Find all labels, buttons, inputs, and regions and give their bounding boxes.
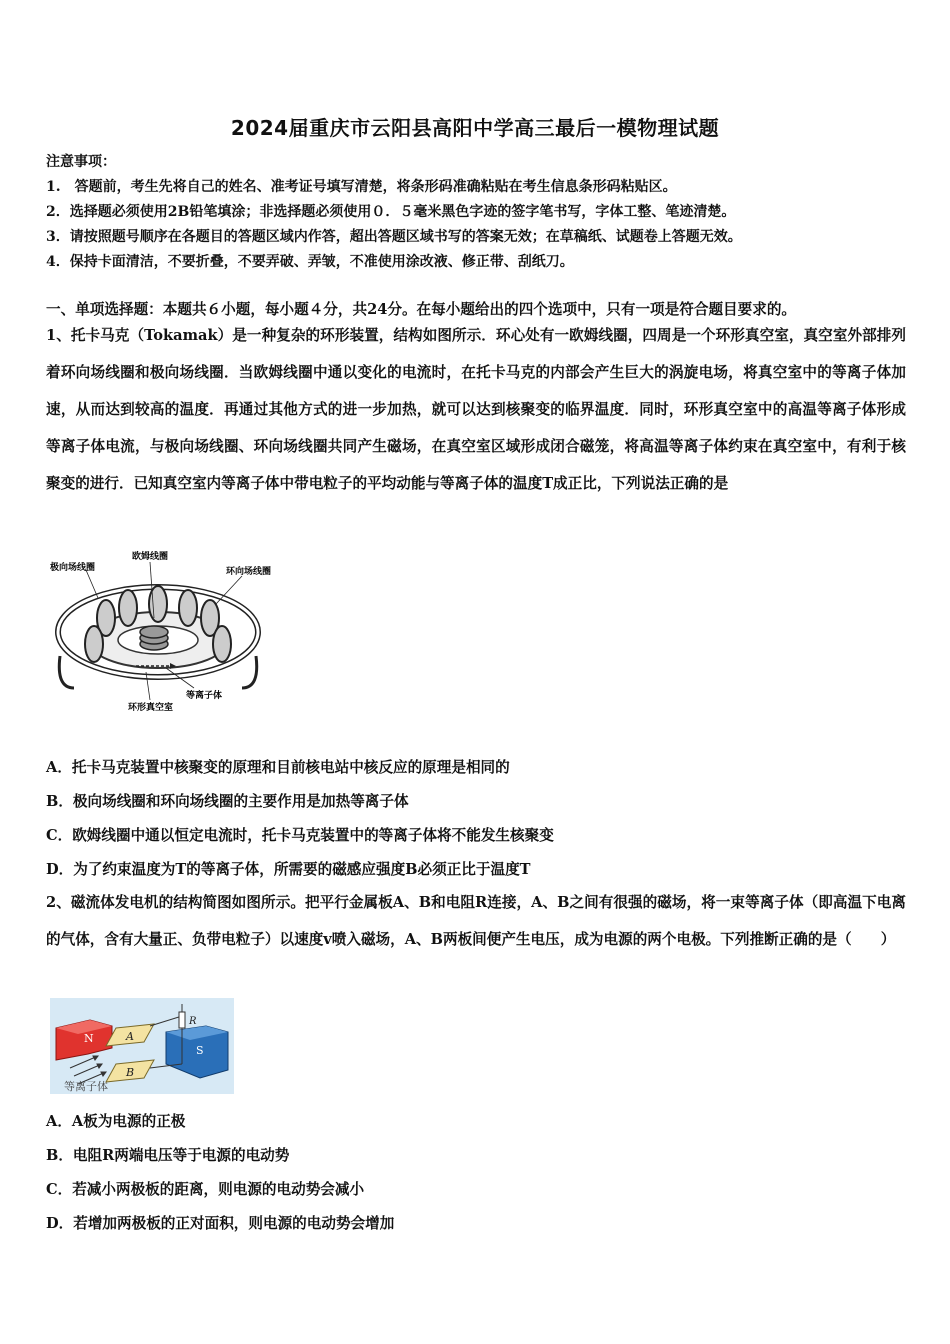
label-plate-a: A [126, 1030, 134, 1043]
label-pole-coil: 极向场线圈 [50, 563, 96, 573]
q1-option-d: D．为了约束温度为T的等离子体，所需要的磁感应强度B必须正比于温度T [46, 861, 531, 878]
mhd-generator-figure [50, 998, 234, 1094]
q2-option-d: D．若增加两极板的正对面积，则电源的电动势会增加 [46, 1215, 395, 1232]
exam-title: 2024届重庆市云阳县高阳中学高三最后一模物理试题 [230, 116, 720, 140]
notice-item-3: 3．请按照题号顺序在各题目的答题区域内作答，超出答题区域书写的答案无效；在草稿纸、试题卷上答题无效。 [46, 229, 742, 245]
label-plasma: 等离子体 [186, 691, 223, 701]
label-n-pole: N [84, 1032, 94, 1045]
label-ring-coil: 环向场线圈 [226, 567, 272, 577]
question-2-text: 2、磁流体发电机的结构简图如图所示。把平行金属板A、B和电阻R连接，A、B之间有很强的磁场，将一束等离子体（即高温下电离的气体，含有大量正、负带电粒子）以速度v喷入磁场，A、B两板间便产生电压，成为电源的两个电极。下列推断正确的是（ ） [46, 894, 906, 948]
q2-option-c: C．若减小两极板的距离，则电源的电动势会减小 [46, 1181, 365, 1198]
notice-item-1: 1. 答题前，考生先将自己的姓名、准考证号填写清楚，将条形码准确粘贴在考生信息条形码粘贴区。 [46, 179, 677, 195]
section-heading: 一、单项选择题：本题共６小题，每小题４分，共24分。在每小题给出的四个选项中，只有一项是符合题目要求的。 [46, 301, 797, 318]
label-vacuum-chamber: 环形真空室 [128, 703, 174, 713]
tokamak-figure [46, 548, 282, 714]
notice-heading: 注意事项： [46, 154, 116, 170]
notice-item-2: 2．选择题必须使用2B铅笔填涂；非选择题必须使用０．５毫米黑色字迹的签字笔书写，字体工整、笔迹清楚。 [46, 204, 736, 220]
q2-option-b: B．电阻R两端电压等于电源的电动势 [46, 1147, 290, 1164]
q2-option-a: A．A板为电源的正极 [46, 1113, 186, 1130]
notice-item-4: 4．保持卡面清洁，不要折叠，不要弄破、弄皱，不准使用涂改液、修正带、刮纸刀。 [46, 254, 574, 270]
label-ohm-coil: 欧姆线圈 [132, 552, 169, 562]
label-plate-b: B [126, 1066, 135, 1079]
q1-option-c: C．欧姆线圈中通以恒定电流时，托卡马克装置中的等离子体将不能发生核聚变 [46, 827, 554, 844]
question-1-text: 1、托卡马克（Tokamak）是一种复杂的环形装置，结构如图所示．环心处有一欧姆线圈，四周是一个环形真空室，真空室外部排列着环向场线圈和极向场线圈．当欧姆线圈中通以变化的电流时，在托卡马克的内部会产生巨大的涡旋电场，将真空室中的等离子体加速，从而达到较高的温度．再通过其他方式的进一步加热，就可以达到核聚变的临界温度．同时，环形真空室中的高温等离子体形成等离子体电流，与极向场线圈、环向场线圈共同产生磁场，在真空室区域形成闭合磁笼，将高温等离子体约束在真空室中，有利于核聚变的进行．已知真空室内等离子体中带电粒子的平均动能与等离子体的温度T成正比，下列说法正确的是 [46, 327, 906, 492]
label-s-pole: S [196, 1044, 204, 1057]
label-plasma-beam: 等离子体 [64, 1080, 108, 1093]
label-resistor: R [189, 1016, 197, 1027]
q1-option-b: B．极向场线圈和环向场线圈的主要作用是加热等离子体 [46, 793, 409, 810]
q1-option-a: A．托卡马克装置中核聚变的原理和目前核电站中核反应的原理是相同的 [46, 759, 510, 776]
